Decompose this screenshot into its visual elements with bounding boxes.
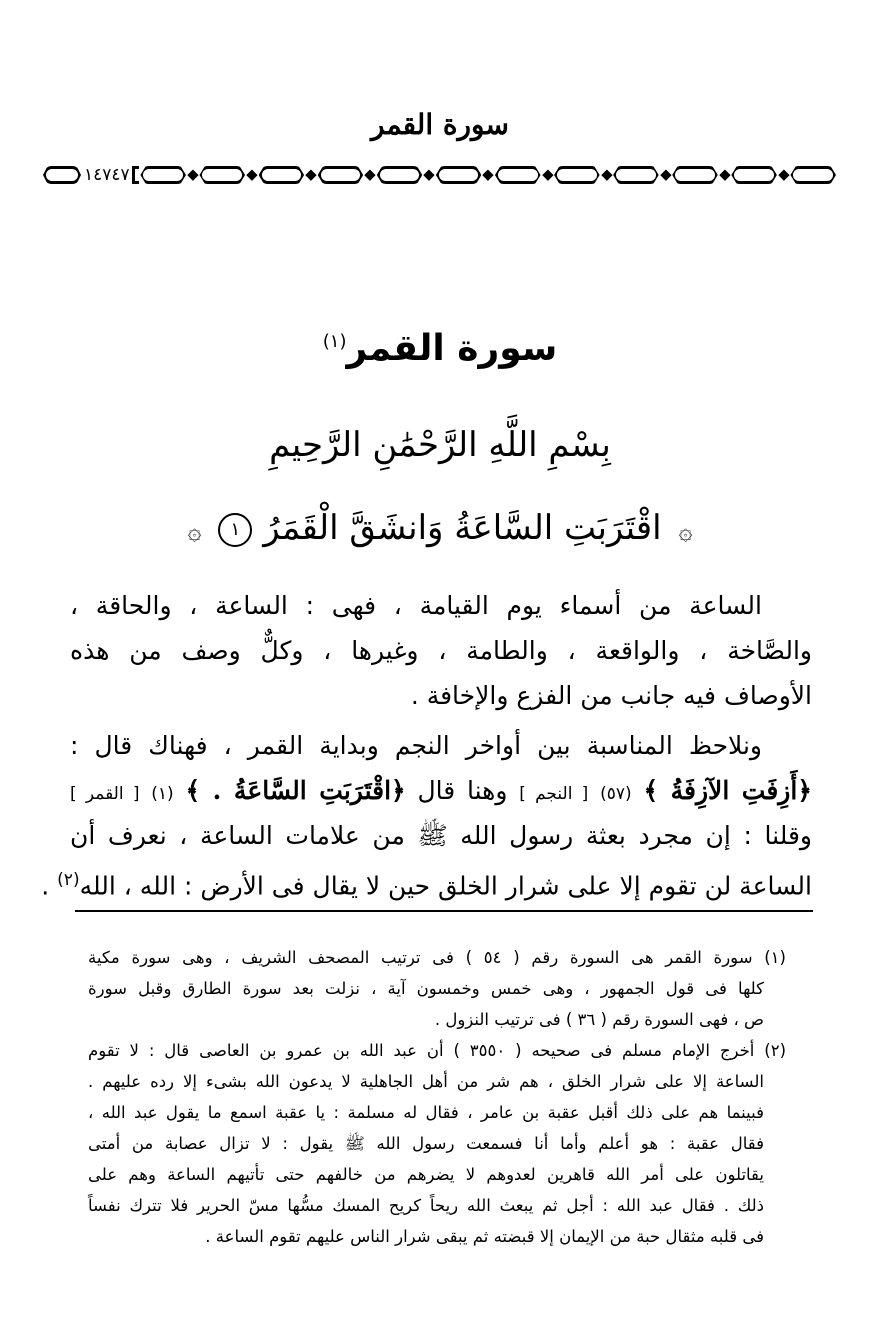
- chain-dot: [305, 170, 316, 181]
- text-line: وقلنا : إن مجرد بعثة رسول الله ﷺ من علامات الساعة ، نعرف أن: [70, 821, 812, 850]
- footnote-divider: [75, 910, 813, 912]
- chain-dot: [542, 170, 553, 181]
- footnote-line: (٢) أخرج الإمام مسلم فى صحيحه ( ٣٥٥٠ ) أن عبد الله بن عمرو بن العاصى قال : لا تقوم: [88, 1041, 786, 1060]
- text-fragment: وهنا قال: [417, 776, 508, 805]
- footnote-line: ص ، فهى السورة رقم ( ٣٦ ) فى ترتيب النزول .: [434, 1010, 764, 1029]
- header-chain-border: [42, 162, 837, 188]
- surah-reference: [ القمر ]: [70, 784, 140, 804]
- chain-link: [672, 166, 718, 184]
- page-number: ١٤٧٤٧: [84, 165, 130, 185]
- chain-link: [259, 166, 305, 184]
- footnote-ref: (٢): [57, 870, 80, 890]
- footnote-line: فقال عقبة : هو أعلم وأما أنا فسمعت رسول الله ﷺ يقول : لا تزال عصابة من أمتى: [88, 1134, 764, 1153]
- footnotes: [88, 942, 786, 1252]
- paragraph-1: [70, 583, 812, 718]
- ayah-number: ١: [218, 513, 252, 547]
- chain-link: [140, 166, 186, 184]
- chain-dot: [365, 170, 376, 181]
- chain-link: [495, 166, 541, 184]
- chain-link: [377, 166, 423, 184]
- surah-title-text: سورة القمر: [346, 328, 558, 369]
- chain-link: [554, 166, 600, 184]
- chain-link: [43, 166, 81, 184]
- text-line: والصَّاخة ، والواقعة ، والطامة ، وغيرها ، وكلٌّ وصف من هذه: [70, 636, 812, 665]
- basmala: بِسْمِ اللَّهِ الرَّحْمَٰنِ الرَّحِيمِ: [269, 425, 611, 465]
- chain-dot: [778, 170, 789, 181]
- footnote-line: كلها فى قول الجمهور ، وهى خمس وخمسون آية ، نزلت بعد سورة الطارق وقبل سورة: [88, 979, 764, 998]
- text-line: [41, 858, 812, 903]
- surah-reference: [ النجم ]: [519, 784, 589, 804]
- ornament-icon: ۞: [678, 517, 693, 545]
- chain-link: [436, 166, 482, 184]
- quran-quote: ﴿أَزِفَتِ الآزِفَةُ ﴾: [643, 776, 812, 805]
- chain-dot: [424, 170, 435, 181]
- text-fragment: الساعة لن تقوم إلا على شرار الخلق حين لا يقال فى الأرض : الله ، الله: [79, 871, 812, 901]
- chain-link: [132, 166, 140, 184]
- chain-link: [613, 166, 659, 184]
- footnote-line: ذلك . فقال عبد الله : أجل ثم يبعث الله ريحاً كريح المسك مسُّها مسّ الحرير فلا تترك نفساً: [88, 1196, 764, 1215]
- chain-dot: [483, 170, 494, 181]
- footnote-line: يقاتلون على أمر الله قاهرين لعدوهم لا يضرهم من خالفهم حتى تأتيهم الساعة وهم على: [88, 1165, 764, 1184]
- running-header-title: سورة القمر: [371, 108, 509, 141]
- text-line-quotes: [70, 768, 812, 813]
- verse-text: اقْتَرَبَتِ السَّاعَةُ وَانشَقَّ الْقَمَرُ: [263, 508, 662, 548]
- ornament-icon: ۞: [187, 517, 202, 545]
- text-fragment: .: [41, 871, 50, 901]
- footnote-ref: (١): [322, 331, 347, 352]
- text-line: الساعة من أسماء يوم القيامة ، فهى : الساعة ، والحاقة ،: [70, 591, 762, 620]
- chain-link: [731, 166, 777, 184]
- surah-title: [0, 328, 880, 369]
- quran-quote: ﴿اقْتَرَبَتِ السَّاعَةُ . ﴾: [185, 776, 406, 805]
- footnote-line: فى قلبه مثقال حبة من الإيمان إلا قبضته ثم يبقى شرار الناس عليهم تقوم الساعة .: [205, 1227, 764, 1246]
- chain-dot: [601, 170, 612, 181]
- text-line: الأوصاف فيه جانب من الفزع والإخافة .: [410, 681, 812, 710]
- opening-verse: [0, 508, 880, 548]
- footnote-line: فبينما هم على ذلك أقبل عقبة بن عامر ، فقال له مسلمة : يا عقبة اسمع ما يقول عبد الله ،: [88, 1103, 764, 1122]
- paragraph-2: [41, 723, 812, 903]
- chain-dot: [246, 170, 257, 181]
- chain-link: [199, 166, 245, 184]
- chain-link: [318, 166, 364, 184]
- footnote-line: الساعة إلا على شرار الخلق ، هم شر من أهل الجاهلية لا يدعون الله بشىء إلا رده عليهم .: [88, 1072, 764, 1091]
- chain-dot: [187, 170, 198, 181]
- chain-dot: [719, 170, 730, 181]
- ayah-number: (١): [151, 784, 174, 804]
- text-line: ونلاحظ المناسبة بين أواخر النجم وبداية القمر ، فهناك قال :: [70, 731, 762, 760]
- chain-dot: [660, 170, 671, 181]
- chain-link: [790, 166, 836, 184]
- ayah-number: (٥٧): [600, 784, 632, 804]
- footnote-line: (١) سورة القمر هى السورة رقم ( ٥٤ ) فى ترتيب المصحف الشريف ، وهى سورة مكية: [88, 948, 786, 967]
